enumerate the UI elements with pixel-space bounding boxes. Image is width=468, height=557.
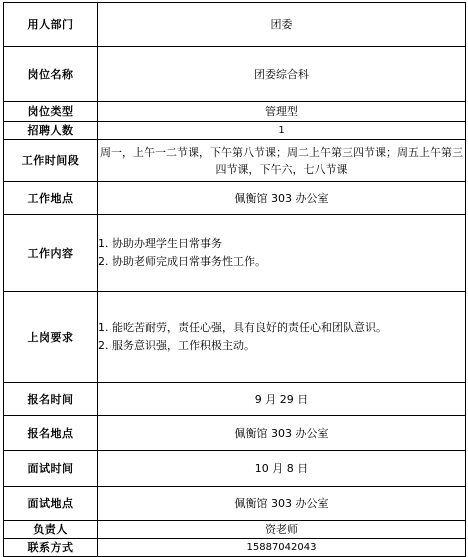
row-work-location <box>4 182 466 215</box>
contact-info-value: 15887042043 <box>98 539 466 557</box>
requirement-item-2: 2. 服务意识强，工作积极主动。 <box>98 339 255 352</box>
row-interview-location <box>4 487 466 521</box>
row-work-time <box>4 140 466 182</box>
position-type-value: 管理型 <box>98 102 466 122</box>
interview-location-value: 佩衡馆 303 办公室 <box>98 487 466 521</box>
contact-info-label: 联系方式 <box>4 539 98 557</box>
department-label: 用人部门 <box>4 3 98 47</box>
contact-person-value: 资老师 <box>98 521 466 539</box>
work-content-item-2: 2. 协助老师完成日常事务性工作。 <box>98 255 266 268</box>
row-position-type <box>4 102 466 122</box>
job-posting-table <box>3 2 466 557</box>
requirements-label: 上岗要求 <box>4 292 98 383</box>
work-content-list <box>98 215 466 292</box>
interview-location-label: 面试地点 <box>4 487 98 521</box>
row-signup-time <box>4 383 466 416</box>
row-work-content <box>4 215 466 292</box>
headcount-label: 招聘人数 <box>4 122 98 140</box>
department-value: 团委 <box>98 3 466 47</box>
work-time-label: 工作时间段 <box>4 140 98 182</box>
row-headcount <box>4 122 466 140</box>
signup-location-label: 报名地点 <box>4 416 98 451</box>
interview-time-label: 面试时间 <box>4 451 98 487</box>
position-name-value: 团委综合科 <box>98 47 466 102</box>
row-position-name <box>4 47 466 102</box>
requirements-list <box>98 292 466 383</box>
row-requirements <box>4 292 466 383</box>
work-time-value: 周一，上午一二节课，下午第八节课；周二上午第三四节课；周五上午第三四节课，下午六，七八节课 <box>98 140 466 182</box>
position-type-label: 岗位类型 <box>4 102 98 122</box>
signup-location-value: 佩衡馆 303 办公室 <box>98 416 466 451</box>
position-name-label: 岗位名称 <box>4 47 98 102</box>
row-contact-person <box>4 521 466 539</box>
row-signup-location <box>4 416 466 451</box>
work-location-value: 佩衡馆 303 办公室 <box>98 182 466 215</box>
work-content-label: 工作内容 <box>4 215 98 292</box>
requirement-item-1: 1. 能吃苦耐劳，责任心强，具有良好的责任心和团队意识。 <box>98 321 387 334</box>
interview-time-value: 10 月 8 日 <box>98 451 466 487</box>
row-interview-time <box>4 451 466 487</box>
headcount-value: 1 <box>98 122 466 140</box>
contact-person-label: 负责人 <box>4 521 98 539</box>
signup-time-value: 9 月 29 日 <box>98 383 466 416</box>
row-department <box>4 3 466 47</box>
signup-time-label: 报名时间 <box>4 383 98 416</box>
work-location-label: 工作地点 <box>4 182 98 215</box>
work-content-item-1: 1. 协助办理学生日常事务 <box>98 237 222 250</box>
